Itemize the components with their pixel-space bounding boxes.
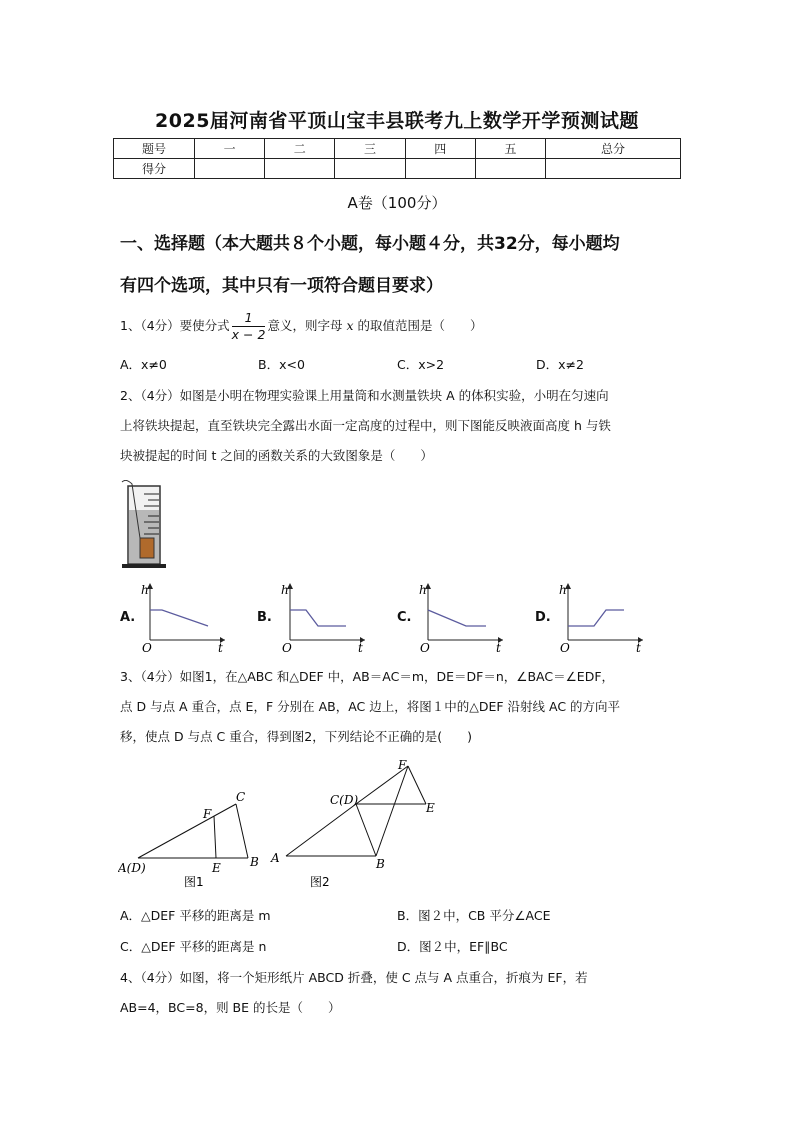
score-table-header-row bbox=[114, 139, 681, 159]
q2-option-d[interactable]: D. bbox=[535, 610, 551, 625]
score-cell[interactable] bbox=[335, 159, 405, 179]
page-title: 2025届河南省平顶山宝丰县联考九上数学开学预测试题 bbox=[155, 110, 639, 132]
score-header-cell: 一 bbox=[195, 139, 265, 159]
q3-figure-2 bbox=[268, 758, 448, 893]
fig2-label-cd: C(D) bbox=[330, 793, 359, 807]
question-2-line1: 2、（4分）如图是小明在物理实验课上用量筒和水测量铁块 A 的体积实验，小明在匀速向 bbox=[120, 388, 609, 403]
fig1-label-c: C bbox=[236, 790, 246, 804]
question-2-line2: 上将铁块提起，直至铁块完全露出水面一定高度的过程中，则下图能反映液面高度 h 与铁 bbox=[120, 418, 611, 433]
q1-option-d[interactable]: D．x≠2 bbox=[536, 357, 584, 372]
graph-h-label: h bbox=[281, 583, 289, 597]
q1-option-b[interactable]: B．x<0 bbox=[258, 357, 305, 372]
graph-t-label: t bbox=[358, 641, 363, 655]
question-4-line1: 4、（4分）如图，将一个矩形纸片 ABCD 折叠，使 C 点与 A 点重合，折痕为 EF，若 bbox=[120, 970, 588, 985]
q2-option-b[interactable]: B. bbox=[257, 610, 272, 625]
graph-h-label: h bbox=[559, 583, 567, 597]
q2-option-a[interactable]: A. bbox=[120, 610, 136, 625]
q3-option-b[interactable]: B．图２中，CB 平分∠ACE bbox=[397, 908, 551, 923]
score-header-cell: 四 bbox=[405, 139, 475, 159]
score-header-cell: 五 bbox=[475, 139, 545, 159]
q1-suffix: 的取值范围是（ ） bbox=[357, 318, 483, 333]
measuring-cylinder-figure bbox=[118, 480, 168, 570]
q1-prefix: 1、（4分）要使分式 bbox=[120, 318, 230, 333]
fig2-label-f: F bbox=[398, 758, 407, 772]
question-3-line3: 移，使点 D 与点 C 重合，得到图2，下列结论不正确的是( ) bbox=[120, 729, 472, 744]
fig2-label-b: B bbox=[376, 857, 385, 871]
fig1-label-e: E bbox=[212, 861, 221, 875]
q1-frac-den: x − 2 bbox=[231, 327, 266, 342]
score-cell[interactable] bbox=[405, 159, 475, 179]
q2-graph-c bbox=[418, 580, 508, 655]
score-cell[interactable] bbox=[265, 159, 335, 179]
question-2-line3: 块被提起的时间 t 之间的函数关系的大致图象是（ ） bbox=[120, 448, 433, 463]
question-1 bbox=[120, 310, 682, 343]
fig1-caption: 图1 bbox=[184, 875, 204, 889]
q2-graph-b bbox=[280, 580, 370, 655]
q1-fraction bbox=[232, 310, 266, 343]
score-cell[interactable] bbox=[546, 159, 681, 179]
score-cell[interactable] bbox=[475, 159, 545, 179]
q1-option-a[interactable]: A．x≠0 bbox=[120, 357, 167, 372]
score-header-cell: 总分 bbox=[546, 139, 681, 159]
score-header-cell: 二 bbox=[265, 139, 335, 159]
graph-t-label: t bbox=[496, 641, 501, 655]
graph-origin-label: O bbox=[142, 641, 152, 655]
q2-graph-d bbox=[558, 580, 648, 655]
question-3-line1: 3、（4分）如图1，在△ABC 和△DEF 中，AB＝AC＝m，DE＝DF＝n，∠BAC＝∠EDF， bbox=[120, 669, 615, 684]
question-3-line2: 点 D 与点 A 重合，点 E，F 分别在 AB，AC 边上，将图１中的△DEF 沿射线 AC 的方向平 bbox=[120, 699, 621, 714]
q1-option-c[interactable]: C．x>2 bbox=[397, 357, 445, 372]
section-a-heading: A卷（100分） bbox=[347, 194, 447, 212]
score-row-label: 得分 bbox=[114, 159, 195, 179]
q3-option-a[interactable]: A．△DEF 平移的距离是 m bbox=[120, 908, 271, 923]
score-cell[interactable] bbox=[195, 159, 265, 179]
graph-origin-label: O bbox=[420, 641, 430, 655]
score-header-cell: 三 bbox=[335, 139, 405, 159]
graph-origin-label: O bbox=[560, 641, 570, 655]
fig1-label-b: B bbox=[250, 855, 259, 869]
q3-figure-1 bbox=[118, 788, 268, 893]
fig2-caption: 图2 bbox=[310, 875, 330, 889]
q1-var: x bbox=[346, 318, 354, 333]
q1-middle: 意义，则字母 bbox=[267, 318, 343, 333]
q3-option-d[interactable]: D．图２中，EF∥BC bbox=[397, 939, 508, 954]
graph-t-label: t bbox=[636, 641, 641, 655]
fig2-label-a: A bbox=[271, 851, 280, 865]
graph-t-label: t bbox=[218, 641, 223, 655]
score-table-score-row bbox=[114, 159, 681, 179]
fig1-label-f: F bbox=[203, 807, 212, 821]
q2-option-c[interactable]: C. bbox=[397, 610, 412, 625]
q1-frac-num: 1 bbox=[232, 310, 266, 327]
graph-h-label: h bbox=[419, 583, 427, 597]
fig2-label-e: E bbox=[426, 801, 435, 815]
section-1-heading-line1: 一、选择题（本大题共８个小题，每小题４分，共32分，每小题均 bbox=[120, 234, 620, 254]
fig1-label-a: A(D) bbox=[118, 861, 146, 875]
q3-option-c[interactable]: C．△DEF 平移的距离是 n bbox=[120, 939, 267, 954]
graph-h-label: h bbox=[141, 583, 149, 597]
score-header-cell: 题号 bbox=[114, 139, 195, 159]
q2-graph-a bbox=[140, 580, 230, 655]
score-table bbox=[113, 138, 681, 179]
graph-origin-label: O bbox=[282, 641, 292, 655]
question-4-line2: AB=4，BC=8，则 BE 的长是（ ） bbox=[120, 1000, 341, 1015]
section-1-heading-line2: 有四个选项，其中只有一项符合题目要求） bbox=[120, 276, 443, 296]
